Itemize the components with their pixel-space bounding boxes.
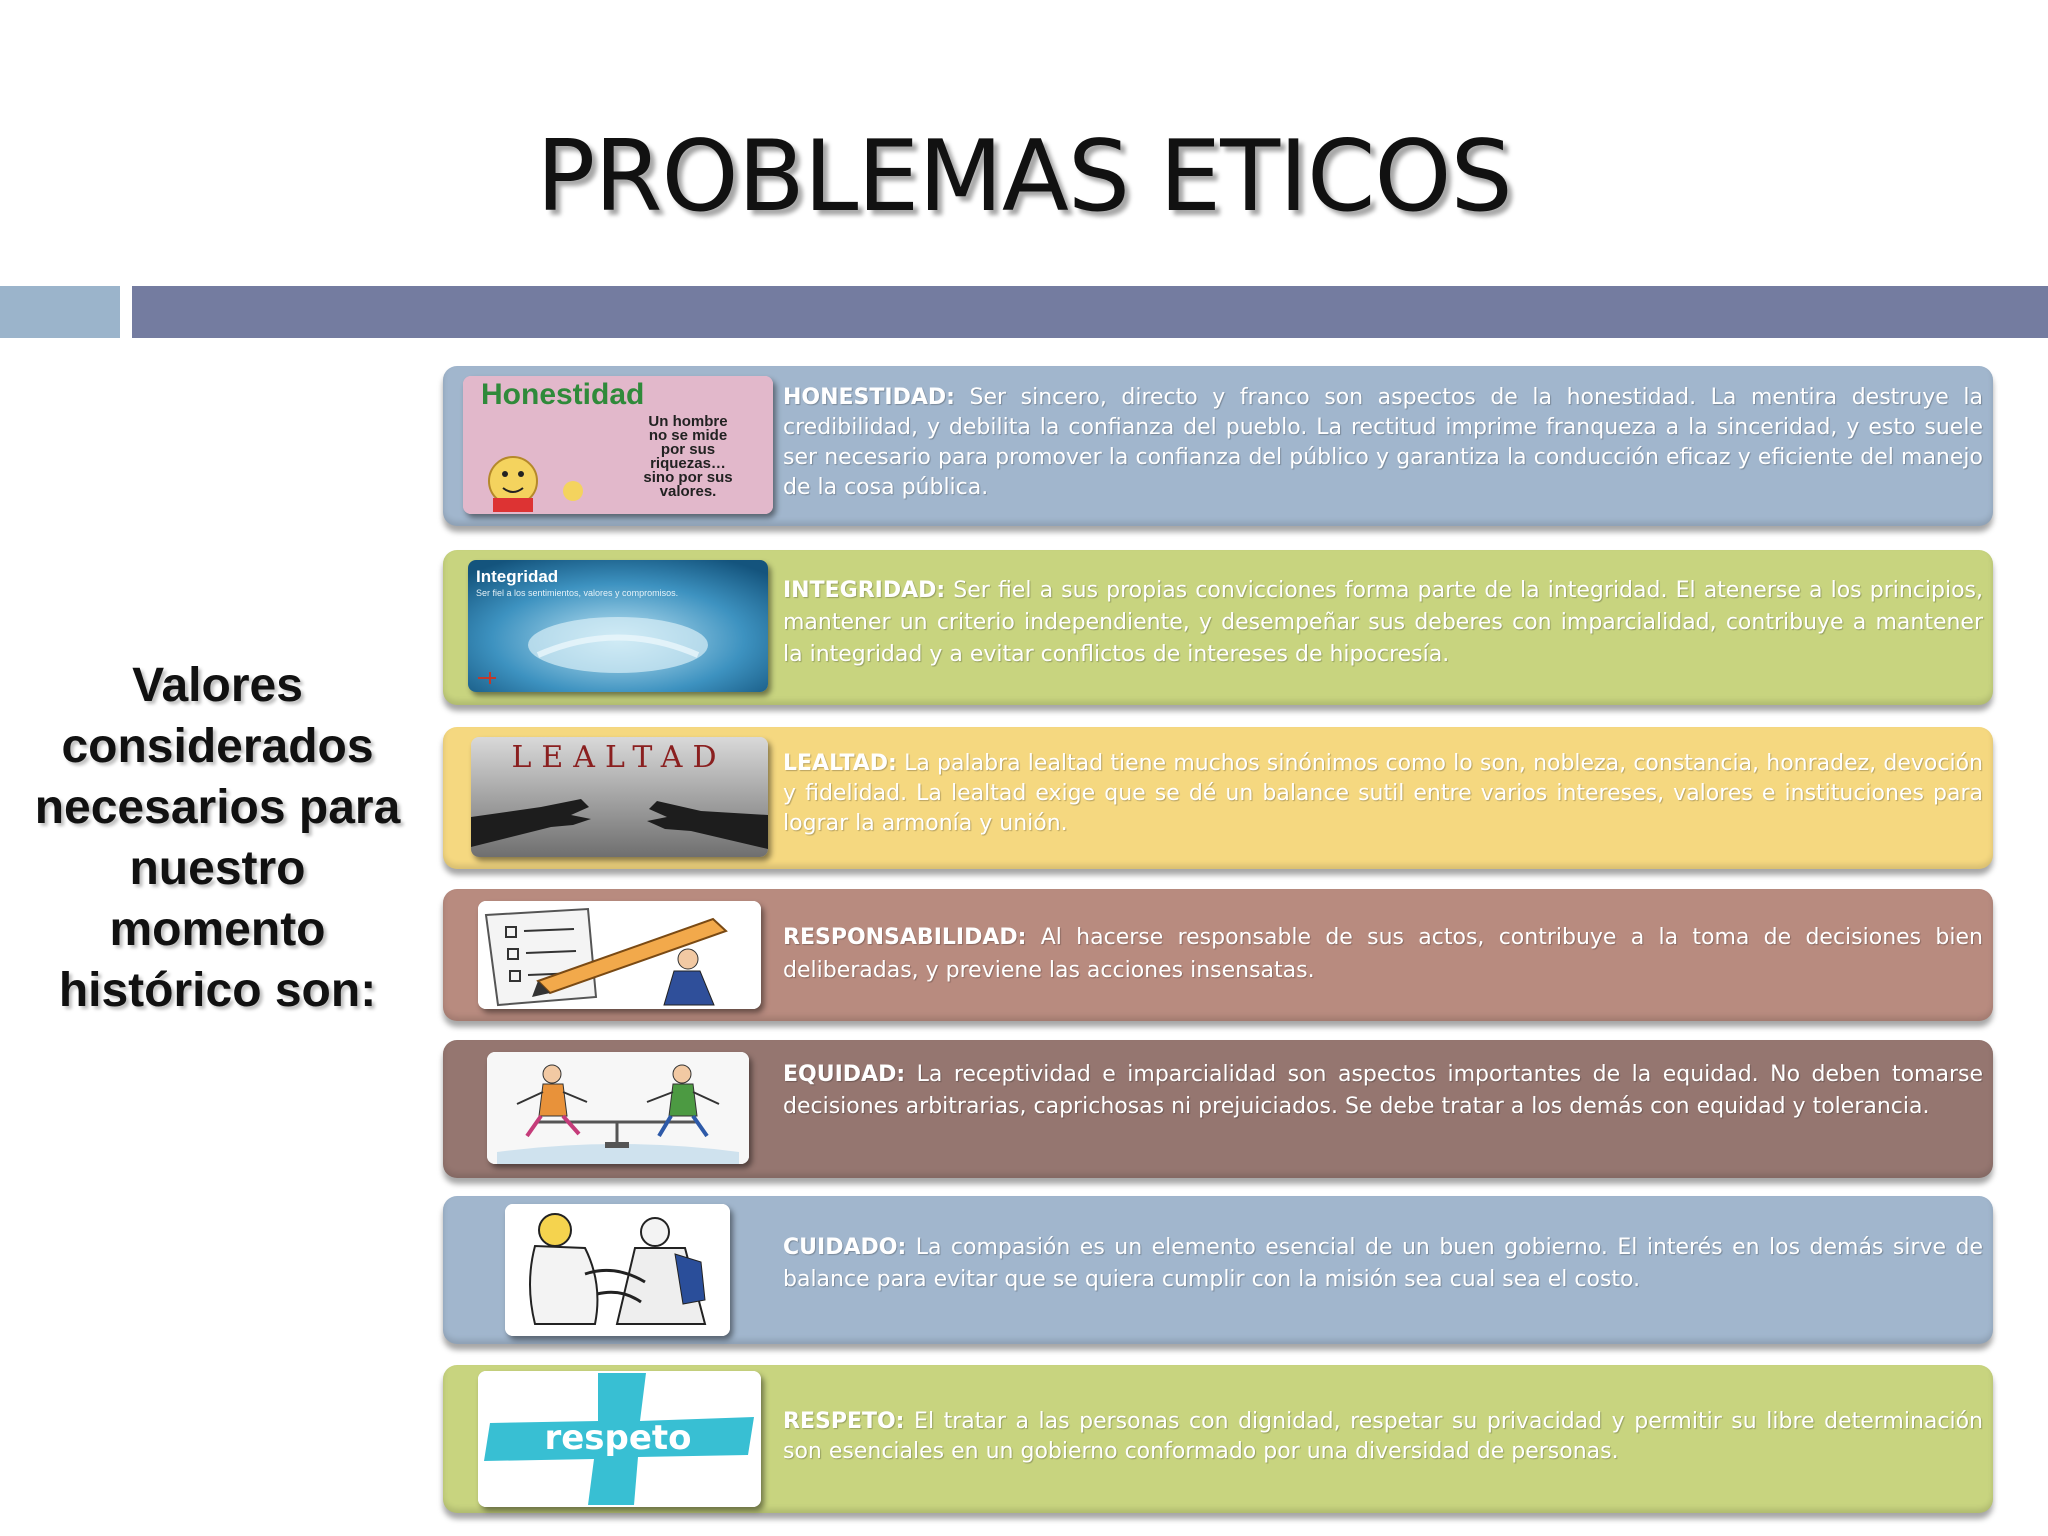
- card-honestidad: [443, 366, 1993, 526]
- honestidad-caption-3: por sus: [660, 441, 716, 458]
- card-equidad: [443, 1040, 1993, 1178]
- integridad-body: Ser fiel a sus propias convicciones forma parte de la integridad. El atenerse a los principios, mantener un criterio independiente, y desempeñar sus deberes con imparcialidad, contribuye a mantener la integridad y a evitar conflictos de intereses de hipocresía.: [783, 578, 1983, 667]
- integridad-heading: Integridad: [476, 567, 559, 586]
- lealtad-illustration: [471, 737, 768, 857]
- honestidad-caption-2: no se mide: [648, 427, 728, 444]
- respeto-illustration: [478, 1371, 761, 1507]
- respeto-body: El tratar a las personas con dignidad, respetar su privacidad y permitir su libre determinación son esenciales en un gobierno conformado por una diversidad de personas.: [783, 1409, 1983, 1464]
- lealtad-heading: LEALTAD: [511, 740, 727, 775]
- lealtad-body: La palabra lealtad tiene muchos sinónimos como lo son, nobleza, constancia, honradez, devoción y fidelidad. La lealtad exige que se dé un balance sutil entre varios intereses, valores e instituciones para lograr la armonía y unión.: [783, 751, 1983, 836]
- integridad-text: [783, 575, 1983, 671]
- honestidad-caption-4: riquezas…: [650, 455, 726, 472]
- equidad-illustration: [487, 1052, 749, 1164]
- card-integridad: [443, 550, 1993, 705]
- integridad-label: INTEGRIDAD:: [783, 578, 946, 603]
- lealtad-image: [471, 737, 768, 857]
- respeto-heading: respeto: [544, 1418, 692, 1458]
- cuidado-illustration: [505, 1204, 730, 1336]
- honestidad-illustration: [463, 376, 773, 514]
- cuidado-label: CUIDADO:: [783, 1235, 907, 1260]
- honestidad-heading: Honestidad: [481, 378, 645, 411]
- integridad-illustration: [468, 560, 768, 692]
- equidad-image: [487, 1052, 749, 1164]
- honestidad-text: [783, 383, 1983, 503]
- honestidad-caption-5: sino por sus: [643, 469, 733, 486]
- honestidad-image: [463, 376, 773, 514]
- card-cuidado: [443, 1196, 1993, 1344]
- header-bar-left: [0, 286, 120, 338]
- responsabilidad-image: [478, 901, 761, 1009]
- page-title: PROBLEMAS ETICOS: [536, 120, 1512, 234]
- integridad-subheading: Ser fiel a los sentimientos, valores y compromisos.: [476, 588, 679, 598]
- card-respeto: [443, 1365, 1993, 1513]
- respeto-label: RESPETO:: [783, 1409, 905, 1434]
- respeto-image: [478, 1371, 761, 1507]
- side-text: Valores considerados necesarios para nuestro momento histórico son:: [34, 659, 401, 1017]
- honestidad-caption-6: valores.: [659, 483, 717, 500]
- equidad-label: EQUIDAD:: [783, 1062, 906, 1087]
- card-lealtad: [443, 727, 1993, 869]
- equidad-text: [783, 1059, 1983, 1123]
- responsabilidad-illustration: [478, 901, 761, 1009]
- cuidado-body: La compasión es un elemento esencial de un buen gobierno. El interés en los demás sirve de balance para evitar que se quiera cumplir con la misión sea cual sea el costo.: [783, 1235, 1983, 1292]
- integridad-image: [468, 560, 768, 692]
- respeto-text: [783, 1407, 1983, 1467]
- responsabilidad-label: RESPONSABILIDAD:: [783, 925, 1027, 950]
- honestidad-label: HONESTIDAD:: [783, 385, 955, 410]
- cuidado-text: [783, 1232, 1983, 1296]
- honestidad-caption-1: Un hombre: [648, 413, 728, 430]
- cuidado-image: [505, 1204, 730, 1336]
- responsabilidad-body: Al hacerse responsable de sus actos, contribuye a la toma de decisiones bien deliberadas, y previene las acciones insensatas.: [783, 925, 1983, 983]
- lealtad-text: [783, 749, 1983, 839]
- equidad-body: La receptividad e imparcialidad son aspectos importantes de la equidad. No deben tomarse decisiones arbitrarias, caprichosas ni prejuiciados. Se debe tratar a los demás con equidad y tolerancia.: [783, 1062, 1983, 1119]
- card-responsabilidad: [443, 889, 1993, 1021]
- honestidad-body: Ser sincero, directo y franco son aspectos de la honestidad. La mentira destruye la credibilidad, y debilita la confianza del pueblo. La rectitud imprime franqueza a la sinceridad, y esto suele ser necesario para promover la confianza del público y garantiza la conducción eficaz y eficiente del manejo de la cosa pública.: [783, 385, 1983, 500]
- header-bar-right: [132, 286, 2048, 338]
- lealtad-label: LEALTAD:: [783, 751, 897, 776]
- responsabilidad-text: [783, 921, 1983, 987]
